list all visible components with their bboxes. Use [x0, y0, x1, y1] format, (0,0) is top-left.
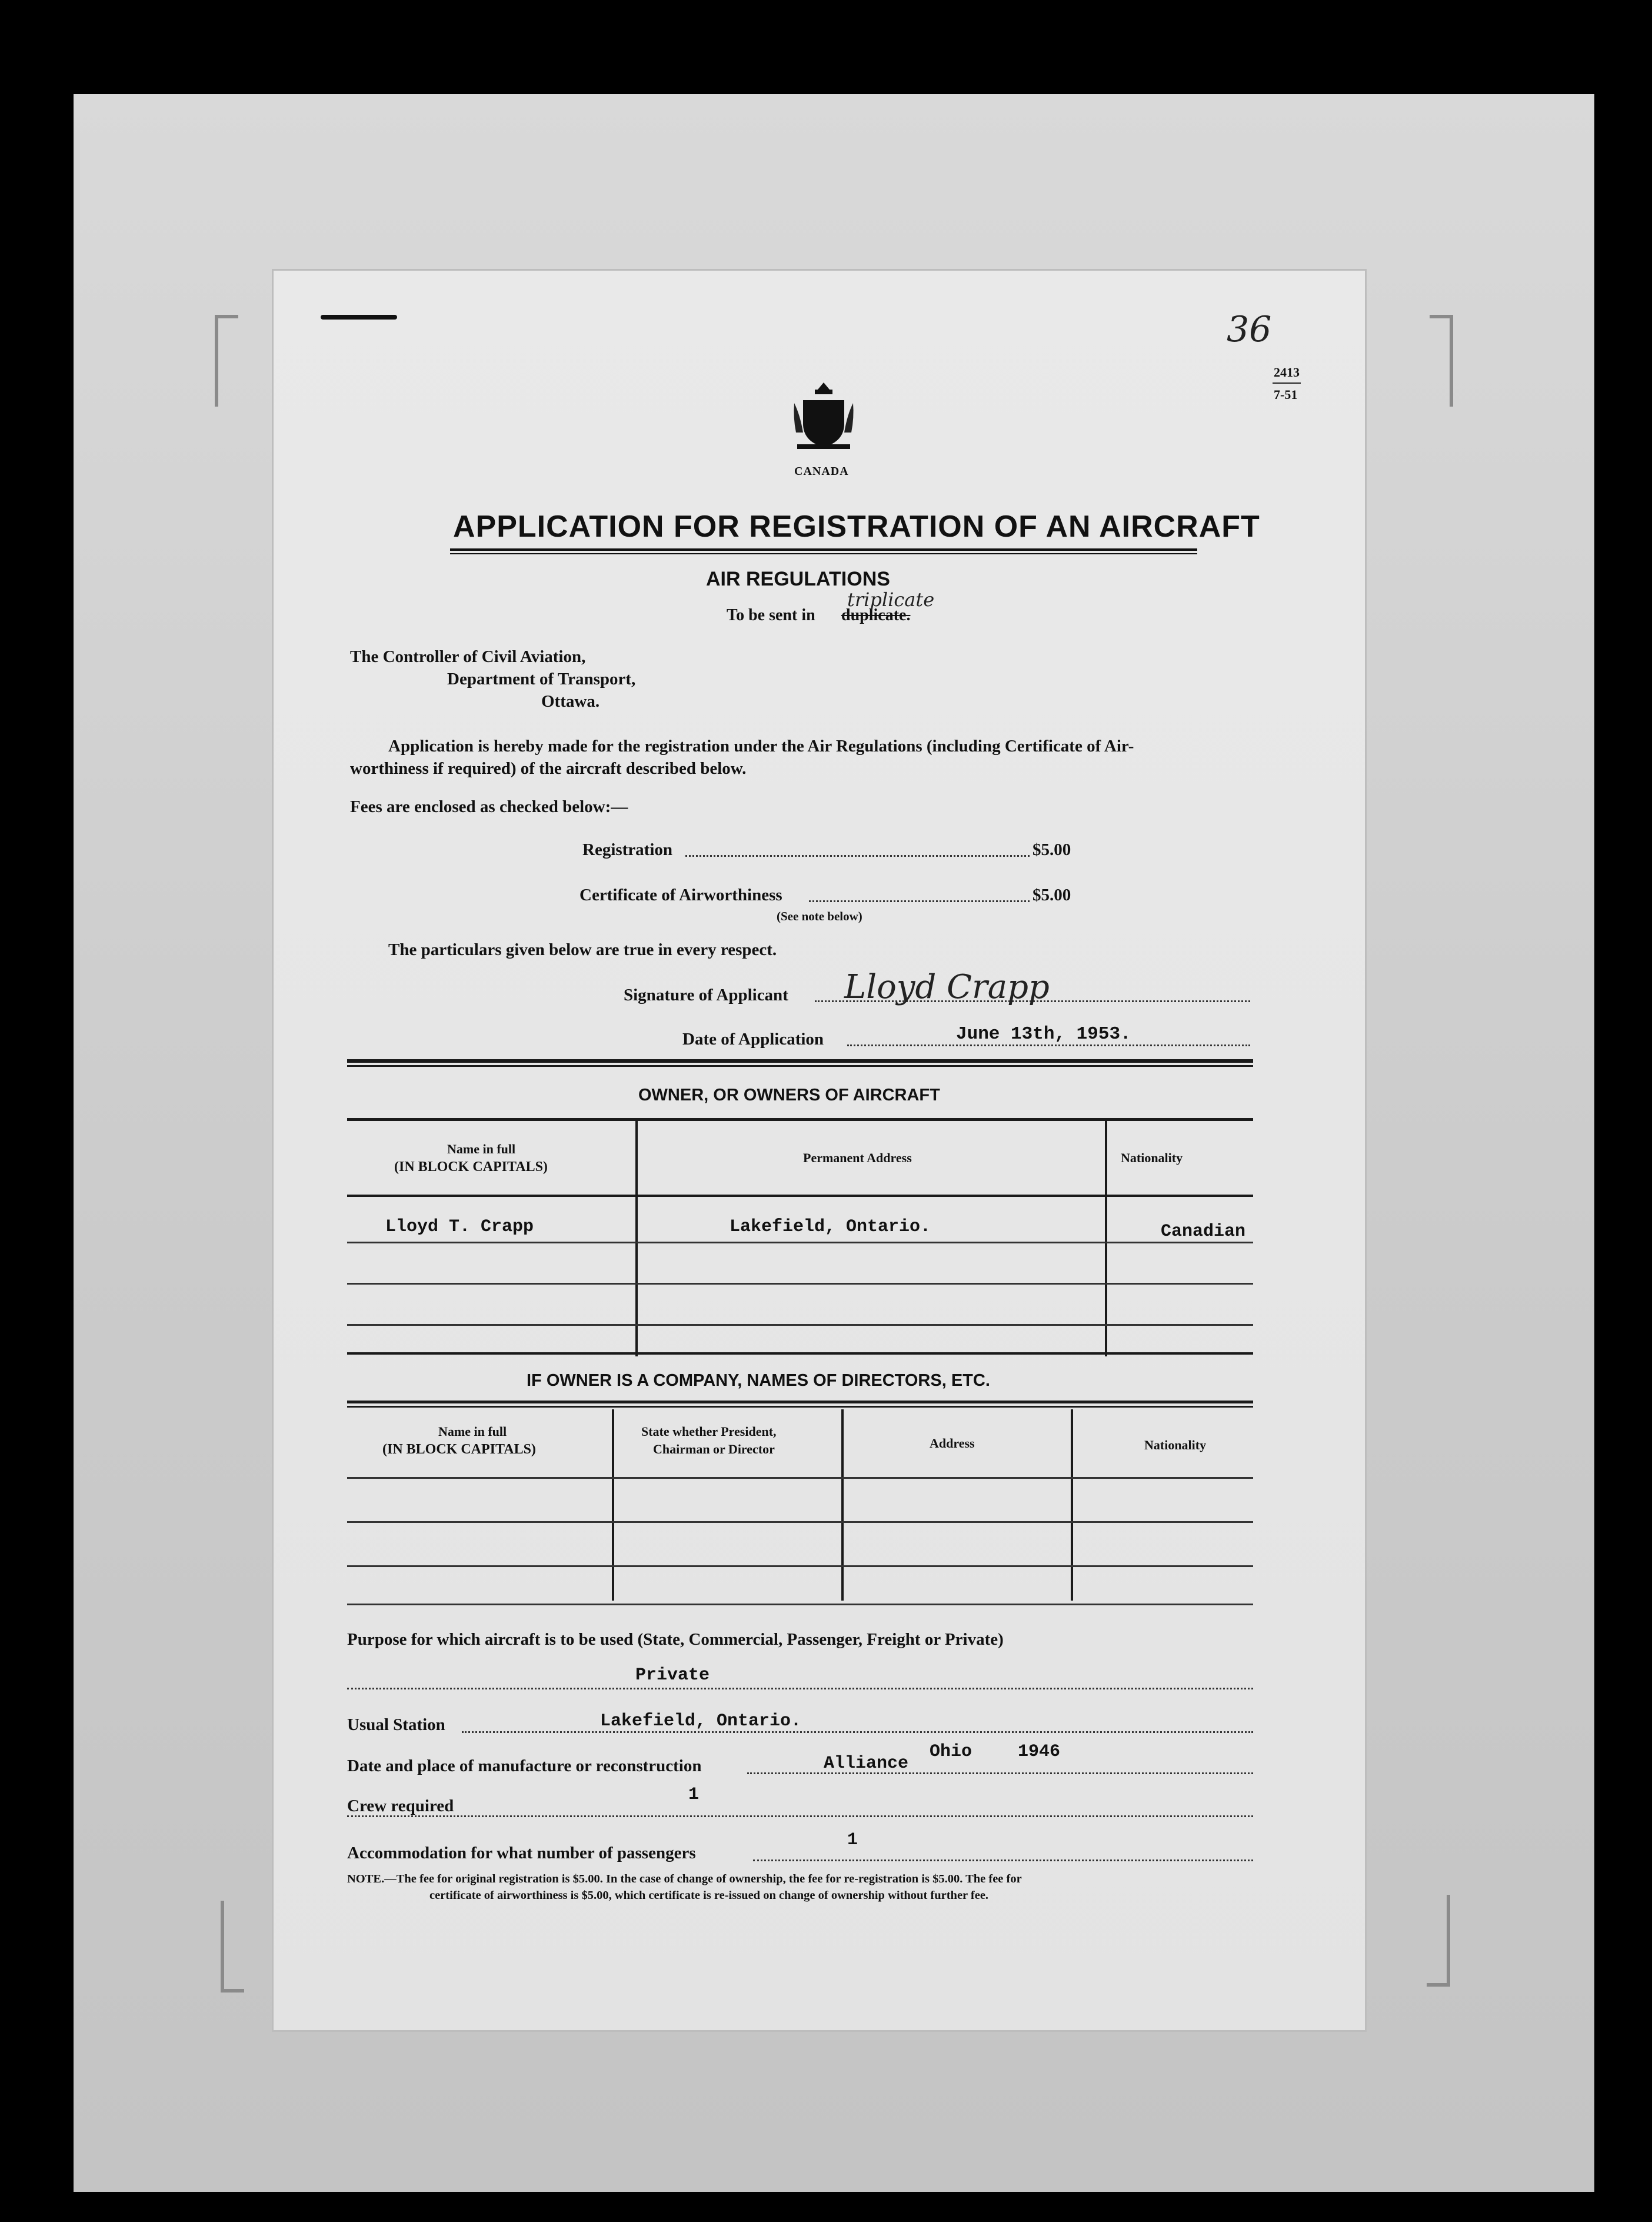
- owners-divider-2: [1105, 1121, 1107, 1356]
- fee-registration-leader: [685, 855, 1030, 857]
- crop-mark-bottom-left: [221, 1901, 244, 1993]
- directors-heading: IF OWNER IS A COMPANY, NAMES OF DIRECTORS, ETC.: [527, 1371, 990, 1390]
- title-underline: [450, 548, 1197, 551]
- particulars-statement: The particulars given below are true in every respect.: [388, 940, 777, 959]
- station-label: Usual Station: [347, 1715, 445, 1734]
- fee-airworthiness-leader: [809, 900, 1030, 902]
- directors-divider-1: [612, 1409, 614, 1601]
- fee-note-ref: (See note below): [777, 909, 862, 923]
- owners-row-line-2: [347, 1283, 1253, 1285]
- directors-row-line-1: [347, 1477, 1253, 1479]
- directors-col-name-1: Name in full: [438, 1424, 507, 1439]
- owners-row-line-3: [347, 1324, 1253, 1326]
- purpose-label: Purpose for which aircraft is to be used (State, Commercial, Passenger, Freight or Private): [347, 1630, 1004, 1649]
- addressee-line-2: Department of Transport,: [447, 670, 636, 688]
- signature-value: Lloyd Crapp: [844, 968, 1050, 1006]
- owner-nationality: Canadian: [1161, 1222, 1246, 1242]
- date-line: [847, 1045, 1250, 1046]
- owners-divider-1: [635, 1121, 638, 1356]
- owners-bottom-rule: [347, 1352, 1253, 1355]
- crop-mark-bottom-right: [1427, 1895, 1450, 1987]
- directors-divider-3: [1071, 1409, 1073, 1601]
- page-title: APPLICATION FOR REGISTRATION OF AN AIRCRAFT: [453, 510, 1260, 544]
- owners-col-address: Permanent Address: [803, 1150, 912, 1165]
- sent-handwritten: triplicate: [847, 588, 935, 611]
- sent-label: To be sent in: [727, 606, 815, 624]
- form-edition: 7-51: [1274, 387, 1298, 402]
- directors-top-rule-2: [347, 1406, 1253, 1408]
- directors-col-state-1: State whether President,: [641, 1424, 777, 1439]
- fee-airworthiness-amount: $5.00: [1032, 886, 1071, 904]
- passengers-line: [753, 1860, 1253, 1861]
- directors-divider-2: [841, 1409, 844, 1601]
- note-line-1: NOTE.—The fee for original registration is $5.00. In the case of change of ownership, the fee for re-registration is $5.00. The fee for: [347, 1872, 1022, 1885]
- fee-airworthiness-label: Certificate of Airworthiness: [579, 886, 782, 904]
- form-number-rule: [1273, 382, 1301, 384]
- application-text-2: worthiness if required) of the aircraft described below.: [350, 759, 747, 778]
- page-number-handwritten: 36: [1227, 309, 1272, 350]
- addressee-line-3: Ottawa.: [541, 692, 600, 711]
- station-value: Lakefield, Ontario.: [600, 1711, 802, 1731]
- manufacture-place: Alliance: [824, 1754, 909, 1774]
- subtitle: AIR REGULATIONS: [706, 568, 890, 590]
- passengers-label: Accommodation for what number of passengers: [347, 1844, 696, 1862]
- fees-intro: Fees are enclosed as checked below:—: [350, 797, 628, 816]
- addressee-line-1: The Controller of Civil Aviation,: [350, 647, 586, 666]
- owners-col-name-1: Name in full: [447, 1142, 516, 1156]
- owners-row-line-1: [347, 1242, 1253, 1243]
- coat-of-arms-icon: [791, 380, 856, 453]
- owners-header-rule: [347, 1118, 1253, 1121]
- signature-label: Signature of Applicant: [624, 986, 788, 1004]
- crop-mark-top-left: [215, 315, 238, 407]
- directors-col-nationality: Nationality: [1144, 1438, 1207, 1452]
- manufacture-year: 1946: [1018, 1742, 1061, 1762]
- sent-struck: duplicate.: [841, 606, 911, 624]
- crew-label: Crew required: [347, 1797, 454, 1815]
- passengers-value: 1: [847, 1830, 858, 1850]
- directors-row-line-2: [347, 1521, 1253, 1523]
- owners-col-nationality: Nationality: [1121, 1150, 1183, 1165]
- crop-mark-top-right: [1430, 315, 1453, 407]
- title-underline-2: [450, 553, 1197, 554]
- directors-row-line-4: [347, 1604, 1253, 1605]
- purpose-line: [347, 1688, 1253, 1689]
- directors-col-state-2: Chairman or Director: [653, 1442, 775, 1456]
- purpose-value: Private: [635, 1665, 710, 1685]
- manufacture-line: [747, 1772, 1253, 1774]
- owner-address: Lakefield, Ontario.: [730, 1217, 931, 1237]
- application-text-1: Application is hereby made for the registration under the Air Regulations (including Certificate of Air-: [388, 737, 1134, 756]
- fee-registration-label: Registration: [582, 840, 673, 859]
- fee-registration-amount: $5.00: [1032, 840, 1071, 859]
- directors-col-address: Address: [930, 1436, 975, 1451]
- date-label: Date of Application: [682, 1030, 824, 1049]
- pen-mark: [321, 315, 397, 320]
- directors-row-line-3: [347, 1565, 1253, 1567]
- owners-top-rule: [347, 1059, 1253, 1063]
- owners-col-name-2: (IN BLOCK CAPITALS): [394, 1159, 548, 1175]
- form-number: 2413: [1274, 365, 1300, 380]
- crew-line: [347, 1815, 1253, 1817]
- manufacture-state: Ohio: [930, 1742, 972, 1762]
- manufacture-label: Date and place of manufacture or reconstruction: [347, 1757, 702, 1775]
- country-label: CANADA: [794, 465, 849, 478]
- directors-top-rule: [347, 1401, 1253, 1403]
- form-sheet: [274, 271, 1365, 2030]
- note-line-2: certificate of airworthiness is $5.00, which certificate is re-issued on change of ownership without further fee.: [429, 1889, 989, 1902]
- owner-name: Lloyd T. Crapp: [385, 1217, 534, 1237]
- date-value: June 13th, 1953.: [956, 1024, 1131, 1045]
- crew-value: 1: [688, 1785, 700, 1805]
- owners-top-rule-2: [347, 1065, 1253, 1067]
- owners-column-rule: [347, 1195, 1253, 1197]
- station-line: [462, 1731, 1253, 1733]
- owners-heading: OWNER, OR OWNERS OF AIRCRAFT: [638, 1086, 940, 1105]
- directors-col-name-2: (IN BLOCK CAPITALS): [382, 1442, 536, 1457]
